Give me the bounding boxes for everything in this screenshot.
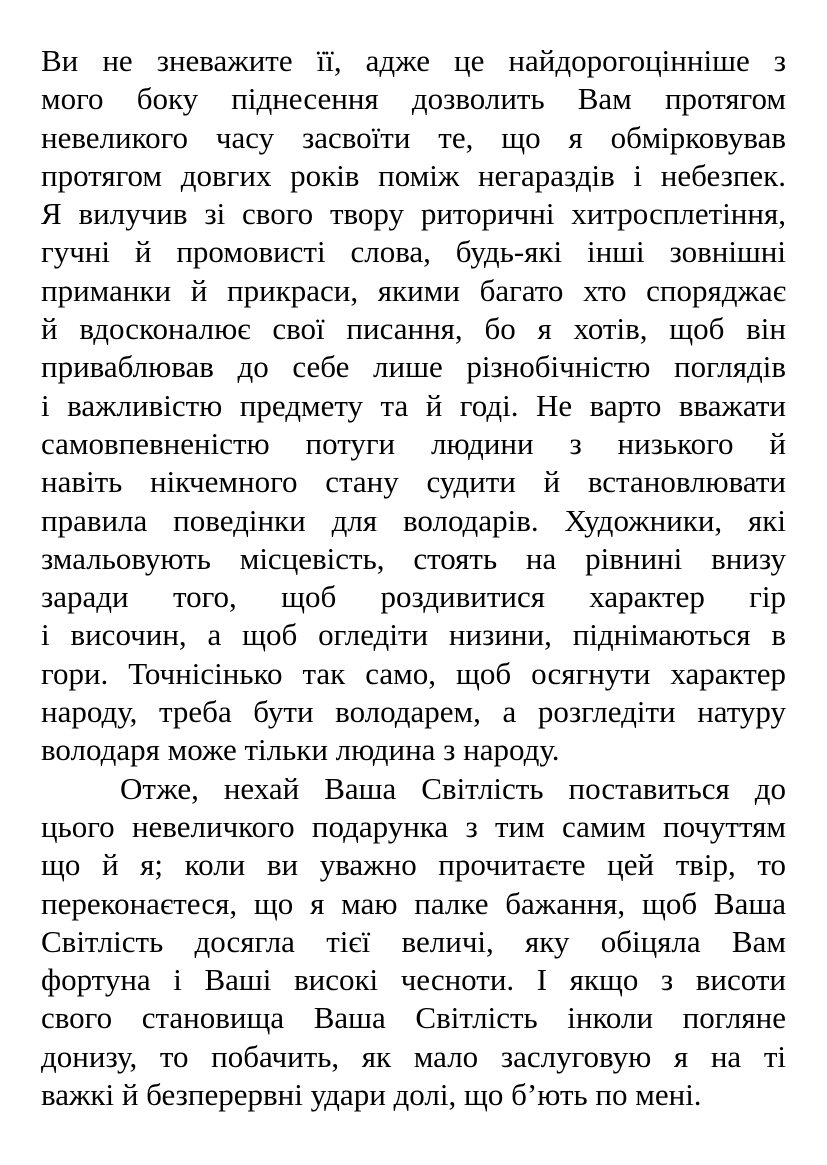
text-line: володаря може тільки людина з народу.	[41, 732, 560, 768]
text-line: фортуна і Ваші високі чесноти. І якщо з висоти	[41, 962, 786, 998]
text-line: заради того, щоб роздивитися характер гір	[41, 579, 786, 615]
text-line: Я вилучив зі свого твору риторичні хитросплетіння,	[41, 196, 786, 232]
text-line: Світлість досягла тієї величі, яку обіцяла Вам	[41, 923, 786, 959]
text-line: що й я; коли ви уважно прочитаєте цей твір, то	[41, 847, 786, 883]
text-line: гори. Точнісінько так само, щоб осягнути характер	[41, 655, 786, 691]
text-line: Отже, нехай Ваша Світлість поставиться до	[120, 770, 786, 806]
text-line: змальовують місцевість, стоять на рівнині внизу	[41, 540, 786, 576]
text-line: протягом довгих років поміж негараздів і небезпек.	[41, 157, 786, 193]
text-line: донизу, то побачить, як мало заслуговую я на ті	[41, 1038, 786, 1074]
text-line: й вдосконалює свої писання, бо я хотів, щоб він	[41, 311, 786, 347]
text-line: мого боку піднесення дозволить Вам протягом	[41, 81, 786, 117]
text-line: приманки й прикраси, якими багато хто споряджає	[41, 272, 786, 308]
text-line: свого становища Ваша Світлість інколи погляне	[41, 1000, 786, 1036]
text-line: важкі й безперервні удари долі, що б’ють по мені.	[41, 1077, 702, 1113]
text-line: і важливістю предмету та й годі. Не варто вважати	[41, 387, 786, 423]
text-line: невеликого часу засвоїти те, що я обмірковував	[41, 119, 786, 155]
text-line: приваблював до себе лише різнобічністю поглядів	[41, 349, 786, 385]
text-line: гучні й промовисті слова, будь-які інші зовнішні	[41, 234, 786, 270]
text-line: народу, треба бути володарем, а розгледіти натуру	[41, 694, 786, 730]
paragraph-2	[41, 770, 786, 1115]
text-line: навіть нікчемного стану судити й встановлювати	[41, 464, 786, 500]
text-line: самовпевненістю потуги людини з низького й	[41, 425, 786, 461]
text-line: правила поведінки для володарів. Художники, які	[41, 502, 786, 538]
text-line: і височин, а щоб огледіти низини, піднімаються в	[41, 617, 786, 653]
body-text	[41, 42, 786, 1114]
text-line: Ви не зневажите її, адже це найдорогоцінніше з	[41, 43, 786, 78]
paragraph-1	[41, 42, 786, 770]
text-line: цього невеличкого подарунка з тим самим почуттям	[41, 808, 786, 844]
text-line: переконаєтеся, що я маю палке бажання, щоб Ваша	[41, 885, 786, 921]
